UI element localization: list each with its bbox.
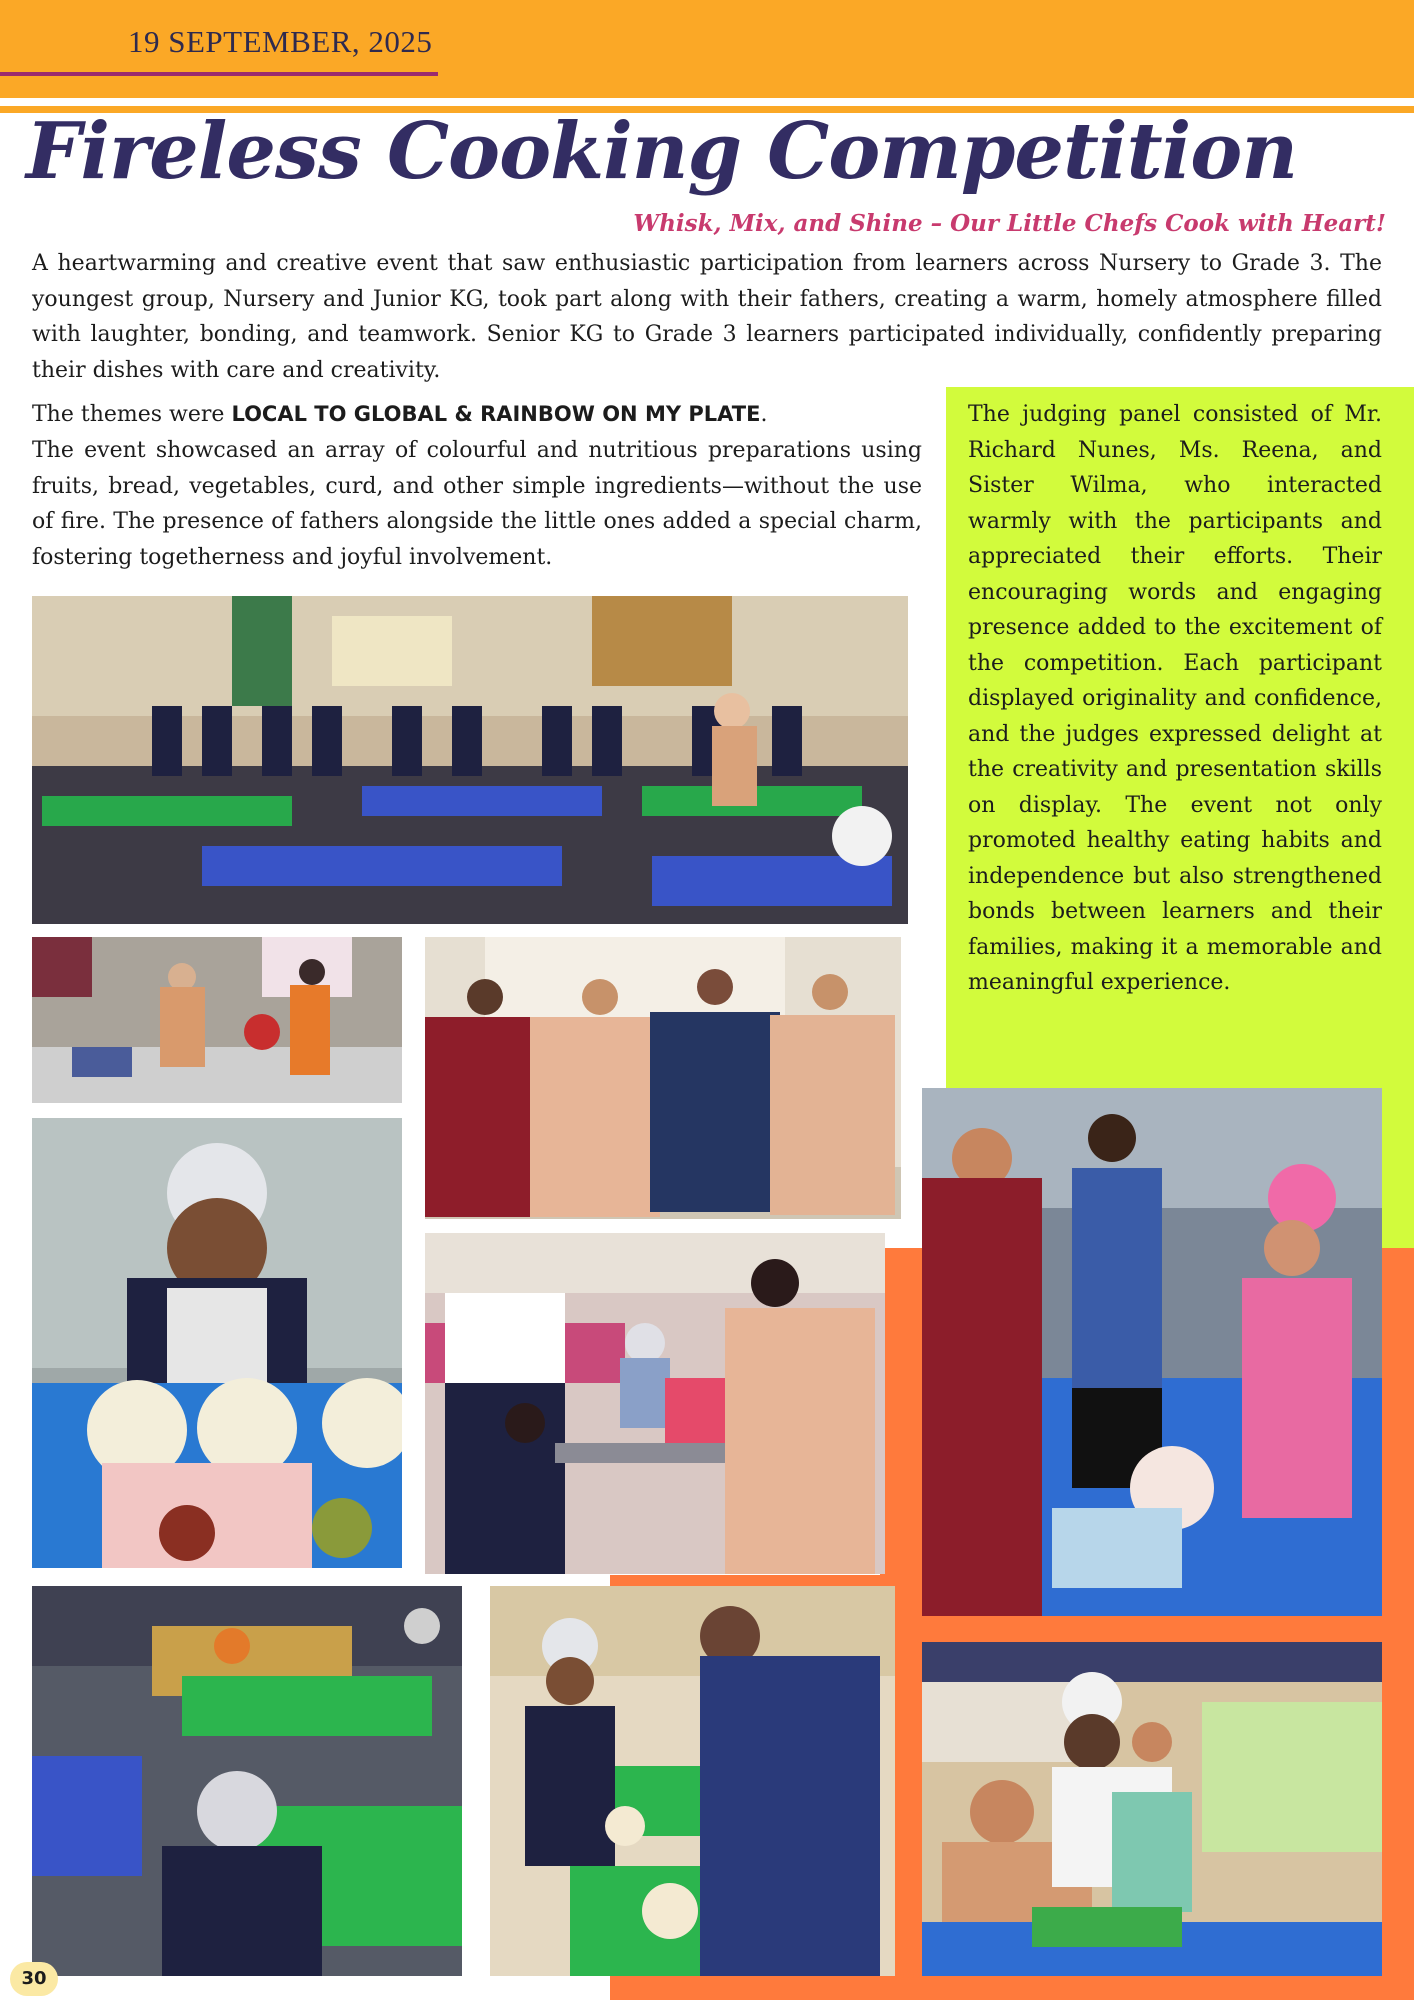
top-band: [0, 0, 1414, 98]
photo-kids-at-tables: [32, 1586, 462, 1976]
themes-paragraph: [32, 397, 922, 433]
issue-date: 19 SEPTEMBER, 2025: [128, 24, 433, 59]
intro-paragraph: A heartwarming and creative event that saw enthusiastic participation from learners across Nursery to Grade 3. The youngest group, Nursery and Junior KG, took part along with their fathers, creating a warm, homely atmosphere filled with laughter, bonding, and teamwork. Senior KG to Grade 3 learners participated individually, confidently preparing their dishes with care and creativity.: [32, 251, 1382, 383]
photo-boy-with-judge: [490, 1586, 895, 1976]
article-subtitle: Whisk, Mix, and Shine – Our Little Chefs Cook with Heart!: [633, 210, 1386, 237]
showcase-paragraph: The event showcased an array of colourful and nutritious preparations using fruits, bread, vegetables, curd, and other simple ingredients—without the use of fire. The presence of fathers alongside the little ones added a special charm, fostering togetherness and joyful involvement.: [32, 438, 922, 570]
photo-judge-with-girl: [922, 1088, 1382, 1616]
page-number: 30: [10, 1962, 58, 1996]
photo-boy-with-plates: [32, 1118, 402, 1568]
photo-girl-with-book: [425, 1233, 885, 1574]
photo-judging-panel: [425, 937, 901, 1219]
photo-chef-father-child: [922, 1642, 1382, 1976]
photo-classroom-group: [32, 596, 908, 924]
article-title: Fireless Cooking Competition: [26, 106, 1298, 197]
date-underline: [0, 72, 438, 76]
themes-suffix: .: [760, 402, 768, 427]
themes-bold: LOCAL TO GLOBAL & RAINBOW ON MY PLATE: [231, 402, 761, 426]
judging-paragraph: The judging panel consisted of Mr. Richard Nunes, Ms. Reena, and Sister Wilma, who interacted warmly with the participants and appreciated their efforts. Their encouraging words and engaging presence added to the excitement of the competition. Each participant displayed originality and confidence, and the judges expressed delight at the creativity and presentation skills on display. The event not only promoted healthy eating habits and independence but also strengthened bonds between learners and their families, making it a memorable and meaningful experience.: [968, 402, 1382, 995]
divider-white: [0, 98, 1414, 106]
photo-judges-classroom: [32, 937, 402, 1103]
themes-prefix: The themes were: [32, 402, 232, 427]
